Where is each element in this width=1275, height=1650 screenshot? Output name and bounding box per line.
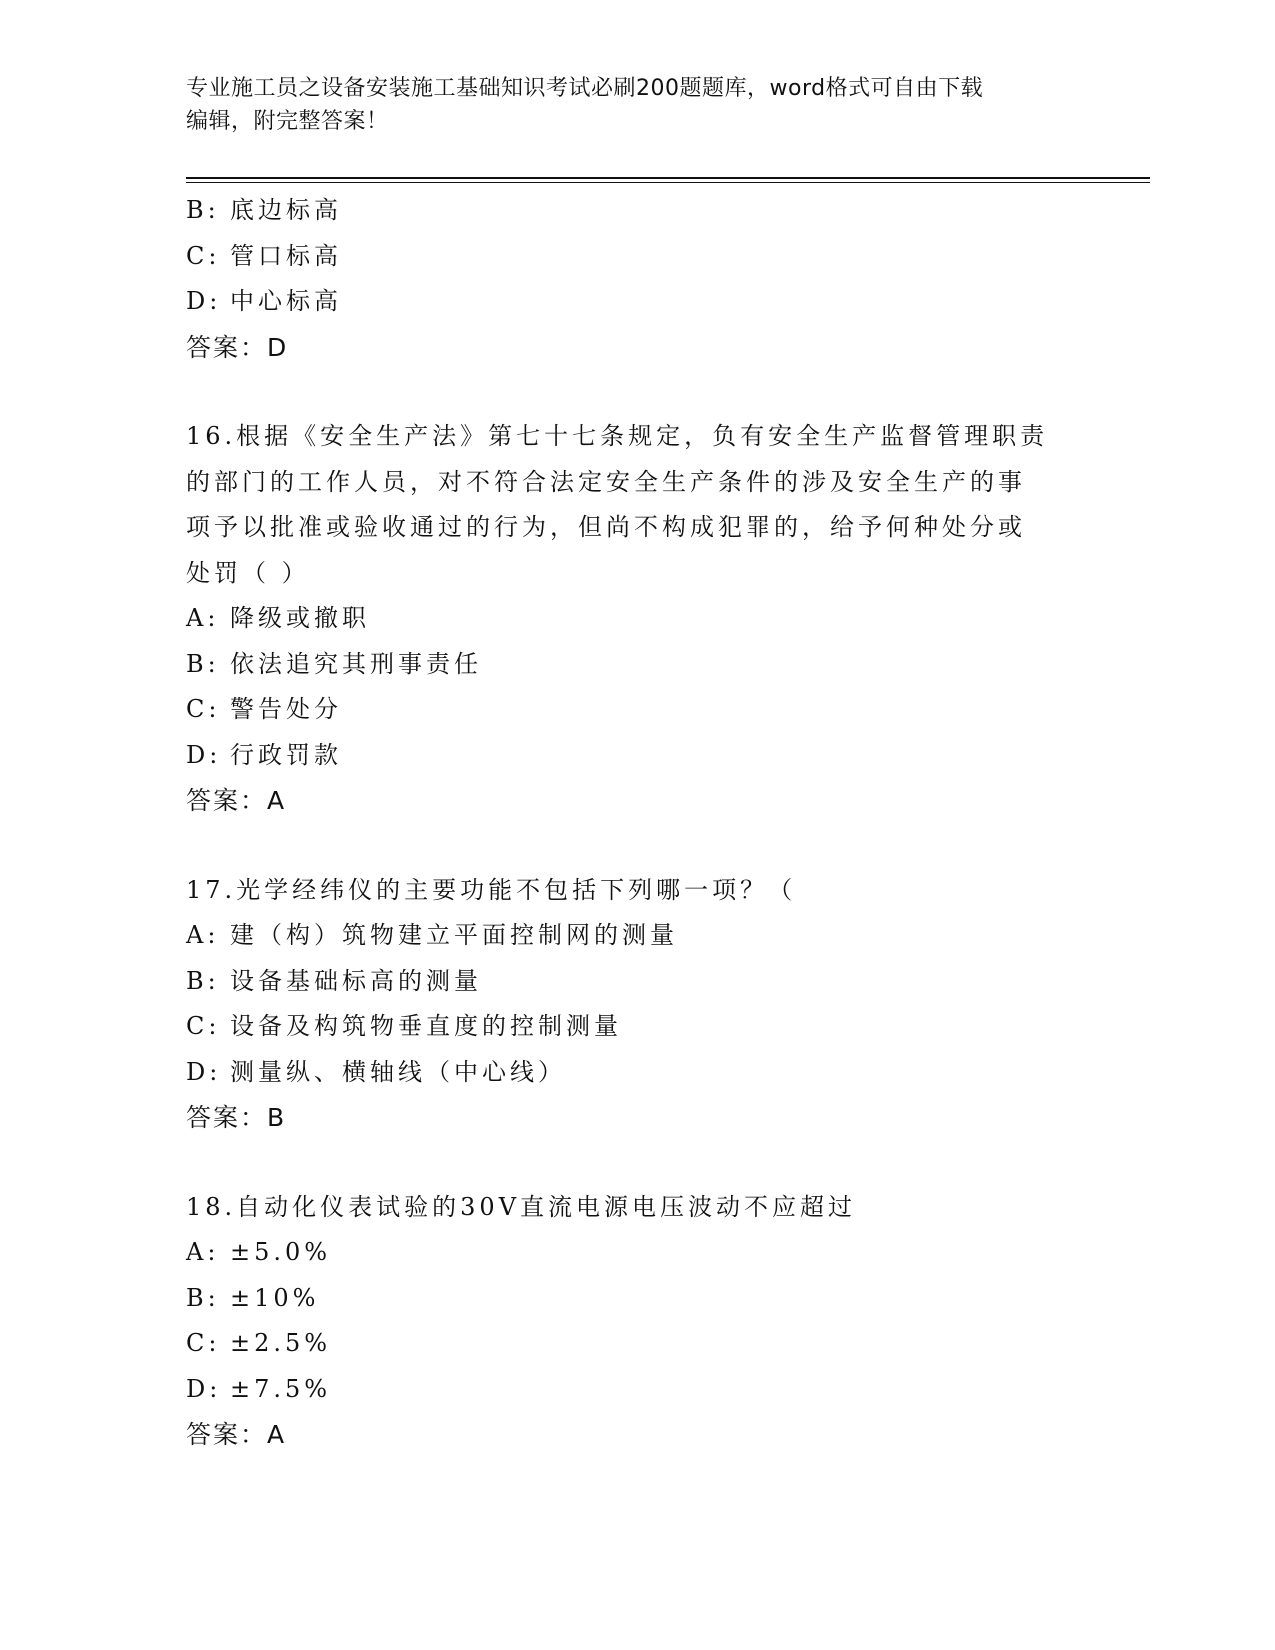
option-row <box>186 1230 1086 1276</box>
option-text: ±10% <box>230 1283 320 1312</box>
option-row <box>186 642 1086 688</box>
option-letter: A: <box>186 1238 220 1266</box>
option-text: 管口标高 <box>230 241 342 270</box>
option-row <box>186 1321 1086 1367</box>
option-text: 底边标高 <box>230 196 342 224</box>
question-stem-line: 项予以批准或验收通过的行为，但尚不构成犯罪的，给予何种处分或 <box>186 513 1026 541</box>
question-18 <box>186 1185 1086 1458</box>
answer-line: 答案：A <box>186 1420 287 1449</box>
option-text: 依法追究其刑事责任 <box>230 649 482 678</box>
header-line-2: 编辑，附完整答案！ <box>186 109 389 134</box>
document-header <box>186 72 1066 138</box>
question-16 <box>186 414 1086 824</box>
option-row <box>186 1004 1086 1050</box>
option-letter: B: <box>186 1283 220 1312</box>
option-text: ±2.5% <box>230 1329 332 1357</box>
answer-line: 答案：D <box>186 332 289 362</box>
option-text: 设备基础标高的测量 <box>230 966 482 995</box>
option-row <box>186 1367 1086 1413</box>
question-17 <box>186 868 1086 1141</box>
option-letter: C: <box>186 1329 221 1357</box>
option-row <box>186 733 1086 779</box>
option-letter: D: <box>186 1374 222 1403</box>
header-line-1: 专业施工员之设备安装施工基础知识考试必刷200题题库，word格式可自由下载 <box>186 76 984 101</box>
option-text: 中心标高 <box>230 287 342 315</box>
option-row <box>186 234 1086 280</box>
option-letter: B: <box>186 966 220 995</box>
option-row <box>186 279 1086 325</box>
option-letter: C: <box>186 241 221 270</box>
header-rule-thin <box>186 182 1150 183</box>
option-row <box>186 596 1086 642</box>
option-letter: A: <box>186 604 220 632</box>
option-text: 行政罚款 <box>230 740 342 769</box>
option-row <box>186 913 1086 959</box>
answer-line: 答案：A <box>186 786 287 815</box>
option-letter: B: <box>186 196 220 224</box>
question-stem-line: 的部门的工作人员，对不符合法定安全生产条件的涉及安全生产的事 <box>186 467 1026 496</box>
option-row <box>186 1276 1086 1322</box>
option-text: 警告处分 <box>230 695 342 723</box>
option-letter: B: <box>186 649 220 678</box>
option-text: 测量纵、横轴线（中心线） <box>230 1057 566 1086</box>
option-row <box>186 188 1086 234</box>
option-text: 建（构）筑物建立平面控制网的测量 <box>230 921 678 949</box>
option-letter: C: <box>186 1012 221 1040</box>
option-row <box>186 1050 1086 1096</box>
option-text: 设备及构筑物垂直度的控制测量 <box>230 1012 622 1040</box>
document-body <box>186 188 1086 1458</box>
question-stem-line: 17.光学经纬仪的主要功能不包括下列哪一项？（ <box>186 875 797 904</box>
header-rule-thick <box>186 177 1150 179</box>
question-stem-line: 处罚（ ） <box>186 558 310 587</box>
option-letter: C: <box>186 695 221 723</box>
option-row <box>186 687 1086 733</box>
question-15-tail <box>186 188 1086 370</box>
option-text: 降级或撤职 <box>230 604 370 632</box>
option-letter: A: <box>186 921 220 949</box>
option-letter: D: <box>186 740 222 769</box>
answer-line: 答案：B <box>186 1103 287 1132</box>
option-text: ±7.5% <box>230 1374 332 1403</box>
option-letter: D: <box>186 287 222 315</box>
option-letter: D: <box>186 1057 222 1086</box>
question-stem-line: 16.根据《安全生产法》第七十七条规定，负有安全生产监督管理职责 <box>186 422 1049 450</box>
question-stem-line: 18.自动化仪表试验的30V直流电源电压波动不应超过 <box>186 1192 857 1221</box>
option-text: ±5.0% <box>230 1238 332 1266</box>
option-row <box>186 959 1086 1005</box>
